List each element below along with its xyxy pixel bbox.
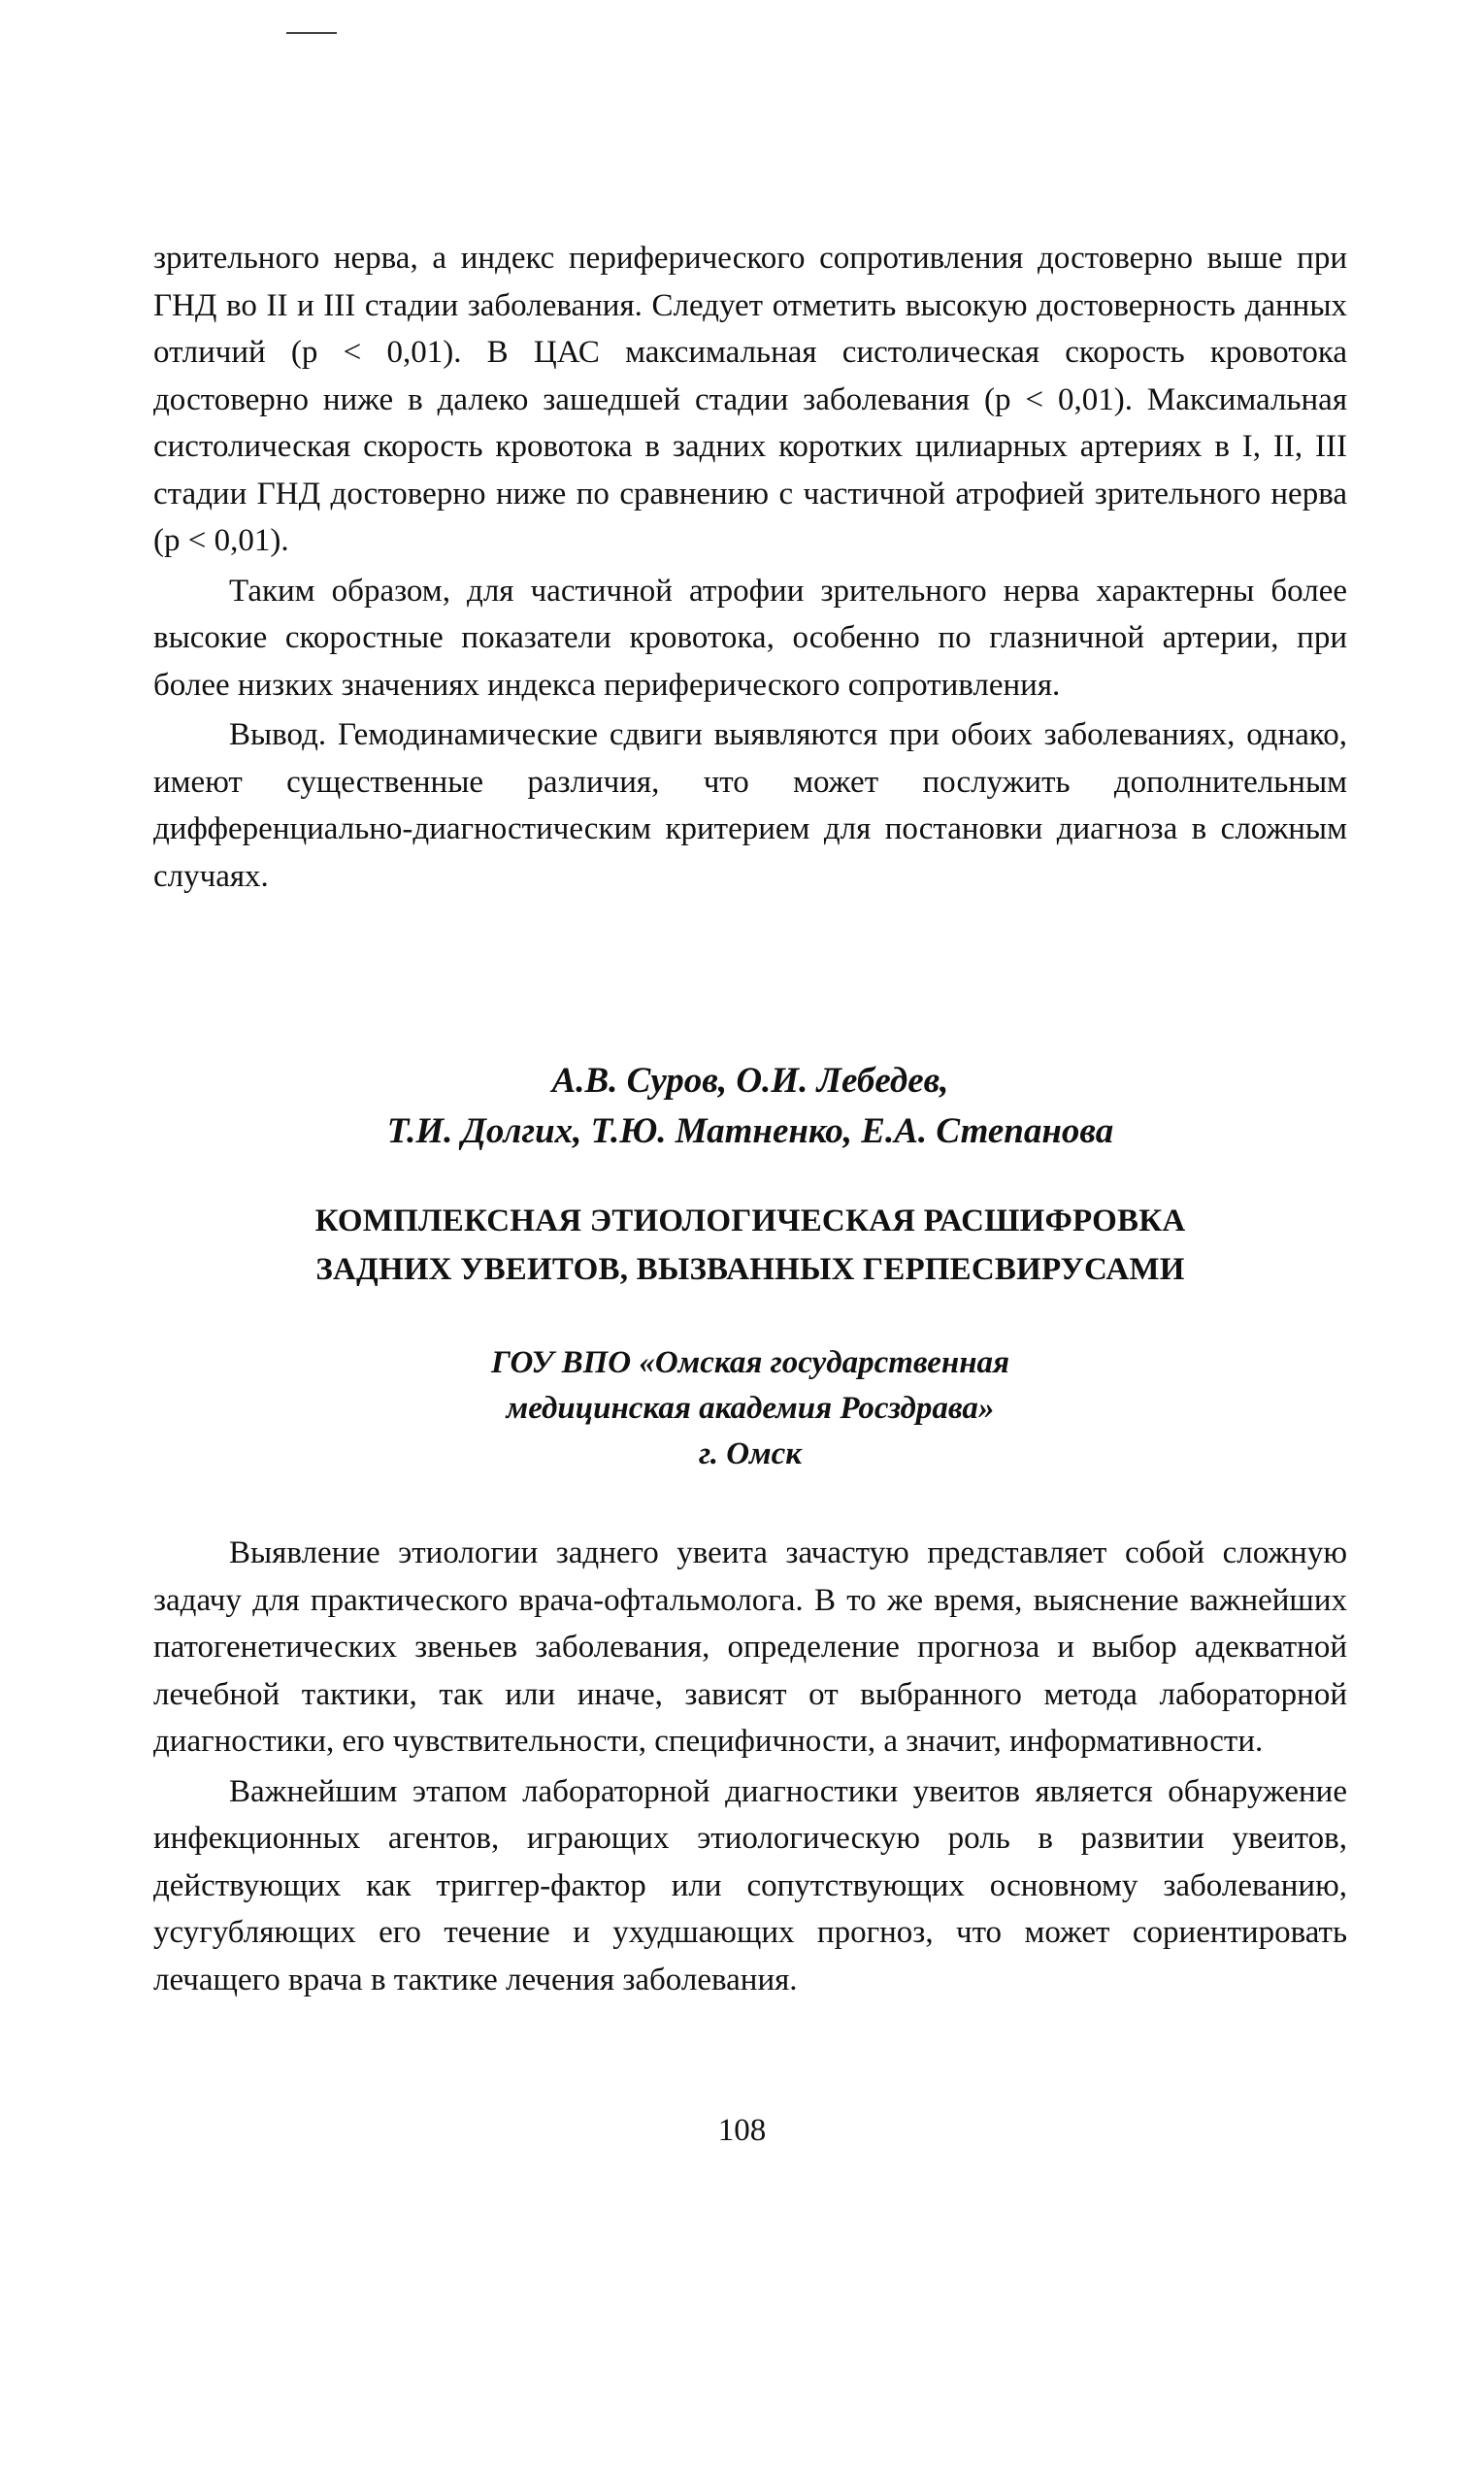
title-line: КОМПЛЕКСНАЯ ЭТИОЛОГИЧЕСКАЯ РАСШИФРОВКА (314, 1204, 1186, 1238)
article-body (153, 1530, 1347, 2003)
article-affiliation (153, 1340, 1347, 1477)
header-rule (286, 32, 337, 34)
affiliation-line: ГОУ ВПО «Омская государственная (490, 1345, 1010, 1380)
article-authors (153, 1056, 1347, 1157)
authors-line: А.В. Суров, О.И. Лебедев, (551, 1061, 949, 1101)
body-paragraph: зрительного нерва, а индекс периферического сопротивления достоверно выше при ГНД во II и III стадии заболевания. Следует отметить высокую достоверность данных отличий (p < 0,01). В ЦАС максимальная систолическая скорость кровотока достоверно ниже в далеко зашедшей стадии заболевания (p < 0,01). Максимальная систолическая скорость кровотока в задних коротких цилиарных артериях в I, II, III стадии ГНД достоверно ниже по сравнению с частичной атрофией зрительного нерва (p < 0,01). (153, 241, 1347, 558)
affiliation-city: г. Омск (698, 1436, 803, 1471)
previous-article-ending (153, 235, 1347, 900)
page-number: 108 (717, 2113, 767, 2148)
body-paragraph: Важнейшим этапом лабораторной диагностики увеитов является обнаружение инфекционных агентов, играющих этиологическую роль в развитии увеитов, действующих как триггер-фактор или сопутствующих основному заболеванию, усугубляющих его течение и ухудшающих прогноз, что может сориентировать лечащего врача в тактике лечения заболевания. (153, 1773, 1347, 1997)
article-title (153, 1197, 1347, 1294)
conclusion-paragraph: Вывод. Гемодинамические сдвиги выявляются при обоих заболеваниях, однако, имеют существенные различия, что может послужить дополнительным дифференциально-диагностическим критерием для постановки диагноза в сложным случаях. (153, 717, 1347, 894)
body-paragraph: Таким образом, для частичной атрофии зрительного нерва характерны более высокие скоростные показатели кровотока, особенно по глазничной артерии, при более низких значениях индекса периферического сопротивления. (153, 573, 1347, 703)
affiliation-line: медицинская академия Росздрава» (506, 1391, 995, 1426)
title-line: ЗАДНИХ УВЕИТОВ, ВЫЗВАННЫХ ГЕРПЕСВИРУСАМИ (315, 1252, 1185, 1287)
authors-line: Т.И. Долгих, Т.Ю. Матненко, Е.А. Степанова (386, 1111, 1114, 1151)
body-paragraph: Выявление этиологии заднего увеита зачастую представляет собой сложную задачу для практического врача-офтальмолога. В то же время, выяснение важнейших патогенетических звеньев заболевания, определение прогноза и выбор адекватной лечебной тактики, так или иначе, зависят от выбранного метода лабораторной диагностики, его чувствительности, специфичности, а значит, информативности. (153, 1535, 1347, 1759)
